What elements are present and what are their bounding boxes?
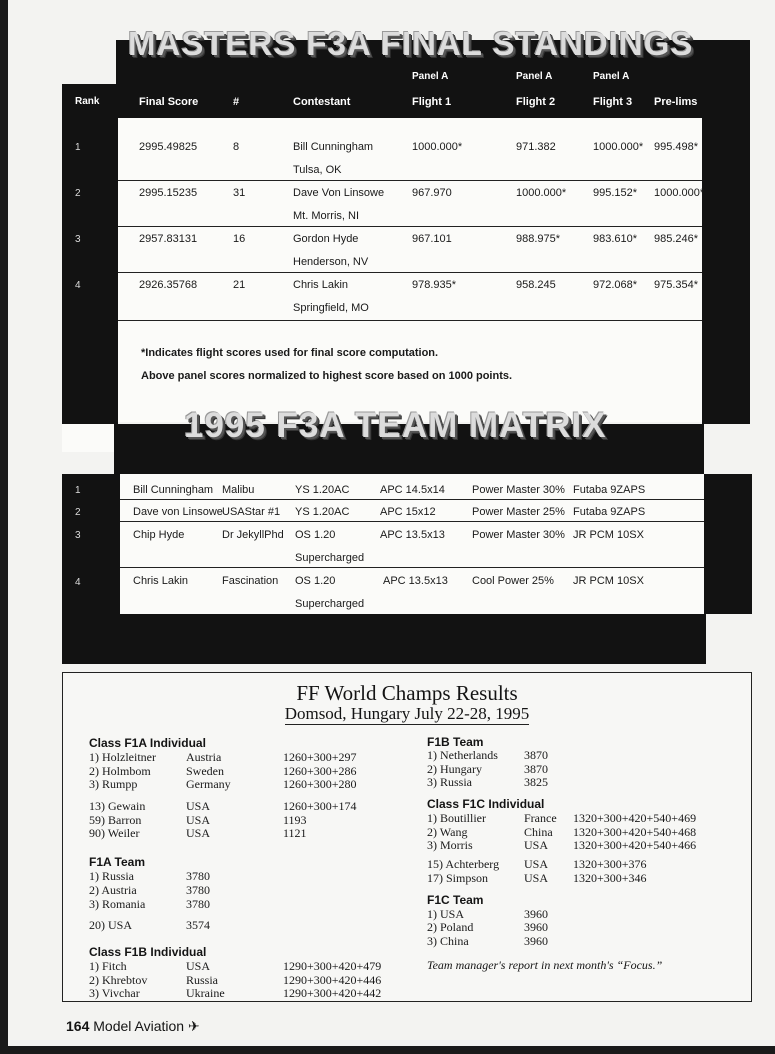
row-final-score: 2995.15235 xyxy=(139,187,198,199)
result-country: USA xyxy=(186,813,211,827)
airplane-icon: ✈ xyxy=(187,1018,200,1034)
row-flight-1: 967.101 xyxy=(412,233,452,245)
ff-title: FF World Champs Results xyxy=(296,681,518,705)
row-number: 8 xyxy=(233,141,240,153)
row-flight-2: 988.975* xyxy=(516,233,561,245)
matrix-prop: APC 13.5x13 xyxy=(380,529,445,541)
row-flight-1: 1000.000* xyxy=(412,141,463,153)
gap-block xyxy=(62,424,114,452)
result-score: 1290+300+420+442 xyxy=(283,986,382,1000)
result-name: 2) Hungary xyxy=(427,762,482,776)
matrix-pilot: Chris Lakin xyxy=(133,575,189,587)
row-flight-3: 1000.000* xyxy=(593,141,644,153)
result-name: 2) Wang xyxy=(427,825,468,839)
matrix-plane: USAStar #1 xyxy=(222,506,281,518)
result-score: 1320+300+376 xyxy=(573,857,647,871)
matrix-pilot: Dave von Linsowe xyxy=(133,506,223,518)
matrix-radio: Futaba 9ZAPS xyxy=(573,506,646,518)
result-country: Sweden xyxy=(186,764,224,778)
result-score: 1290+300+420+479 xyxy=(283,959,382,973)
matrix-engine: OS 1.20 xyxy=(295,529,336,541)
matrix-fuel: Power Master 25% xyxy=(472,506,565,518)
result-country: USA xyxy=(186,826,211,840)
header-flight-2: Flight 2 xyxy=(516,96,556,108)
header-pre-lims: Pre-lims xyxy=(654,96,698,108)
result-country: USA xyxy=(524,838,549,852)
result-name: 20) USA xyxy=(89,918,133,932)
result-name: 13) Gewain xyxy=(89,799,146,813)
f1a-individual-heading: Class F1A Individual xyxy=(89,736,206,750)
matrix-radio: JR PCM 10SX xyxy=(573,575,644,587)
row-flight-2: 1000.000* xyxy=(516,187,567,199)
ff-subtitle-text: Domsod, Hungary July 22-28, 1995 xyxy=(284,704,530,723)
result-country: Austria xyxy=(186,750,222,764)
result-score: 1260+300+286 xyxy=(283,764,357,778)
result-name: 2) Poland xyxy=(427,920,474,934)
row-number: 21 xyxy=(233,279,246,291)
matrix-fuel: Power Master 30% xyxy=(472,484,565,496)
row-divider xyxy=(120,567,704,568)
row-flight-2: 971.382 xyxy=(516,141,556,153)
row-pre-lims: 1000.000* xyxy=(654,187,705,199)
result-name: 1) USA xyxy=(427,907,465,921)
row-divider xyxy=(118,272,702,273)
row-number: 31 xyxy=(233,187,246,199)
result-score: 3780 xyxy=(186,897,210,911)
header-final-score: Final Score xyxy=(139,96,199,108)
row-divider xyxy=(118,320,702,321)
row-rank: 4 xyxy=(75,280,81,291)
matrix-prop: APC 15x12 xyxy=(380,506,436,518)
result-score: 3870 xyxy=(524,762,548,776)
matrix-engine-note: Supercharged xyxy=(295,552,365,564)
row-divider xyxy=(120,499,704,500)
matrix-engine: YS 1.20AC xyxy=(295,506,350,518)
ff-subtitle xyxy=(64,704,750,724)
row-flight-1: 978.935* xyxy=(412,279,457,291)
row-divider xyxy=(118,226,702,227)
result-score: 1320+300+346 xyxy=(573,871,647,885)
row-pre-lims: 985.246* xyxy=(654,233,699,245)
matrix-fuel: Cool Power 25% xyxy=(472,575,554,587)
bottom-edge xyxy=(0,1046,775,1054)
row-flight-3: 983.610* xyxy=(593,233,638,245)
result-score: 3960 xyxy=(524,907,548,921)
result-name: 15) Achterberg xyxy=(427,857,500,871)
result-name: 1) Russia xyxy=(89,869,134,883)
matrix-rank: 4 xyxy=(75,577,81,588)
row-contestant: Dave Von Linsowe xyxy=(293,187,385,199)
row-final-score: 2957.83131 xyxy=(139,233,198,245)
row-flight-3: 972.068* xyxy=(593,279,638,291)
result-score: 3960 xyxy=(524,934,548,948)
result-country: USA xyxy=(524,857,549,871)
result-country: Russia xyxy=(186,973,219,987)
result-score: 1121 xyxy=(283,826,307,840)
row-rank: 2 xyxy=(75,188,81,199)
result-score: 3870 xyxy=(524,748,548,762)
matrix-radio: Futaba 9ZAPS xyxy=(573,484,646,496)
result-score: 3780 xyxy=(186,869,210,883)
panel-label-1: Panel A xyxy=(412,71,449,82)
result-score: 3780 xyxy=(186,883,210,897)
panel-label-3: Panel A xyxy=(593,71,630,82)
matrix-rank: 3 xyxy=(75,530,81,541)
row-contestant: Gordon Hyde xyxy=(293,233,359,245)
result-name: 1) Boutillier xyxy=(427,811,486,825)
row-location: Tulsa, OK xyxy=(293,164,342,176)
magazine-name: Model Aviation xyxy=(93,1018,185,1034)
matrix-prop: APC 13.5x13 xyxy=(383,575,448,587)
row-location: Mt. Morris, NI xyxy=(293,210,359,222)
result-name: 1) Holzleitner xyxy=(89,750,156,764)
result-score: 3574 xyxy=(186,918,210,932)
matrix-title: 1995 F3A TEAM MATRIX xyxy=(184,406,607,445)
row-number: 16 xyxy=(233,233,246,245)
row-location: Springfield, MO xyxy=(293,302,369,314)
left-edge xyxy=(0,0,8,1054)
header-rank: Rank xyxy=(75,96,100,107)
result-country: China xyxy=(524,825,553,839)
result-country: USA xyxy=(186,799,211,813)
result-name: 1) Netherlands xyxy=(427,748,498,762)
result-name: 3) Russia xyxy=(427,775,472,789)
f1c-team-heading: F1C Team xyxy=(427,893,484,907)
result-name: 2) Khrebtov xyxy=(89,973,148,987)
standings-title: MASTERS F3A FINAL STANDINGS xyxy=(128,25,694,62)
row-divider xyxy=(120,521,704,522)
standings-note-normalized: Above panel scores normalized to highest score based on 1000 points. xyxy=(141,370,513,382)
result-country: USA xyxy=(186,959,211,973)
header-flight-3: Flight 3 xyxy=(593,96,633,108)
f1b-team-heading: F1B Team xyxy=(427,735,484,749)
page-footer xyxy=(66,1018,200,1035)
row-contestant: Bill Cunningham xyxy=(293,141,374,153)
result-score: 1193 xyxy=(283,813,307,827)
matrix-right-band xyxy=(704,474,752,614)
result-score: 3825 xyxy=(524,775,548,789)
header-flight-1: Flight 1 xyxy=(412,96,452,108)
row-final-score: 2926.35768 xyxy=(139,279,198,291)
row-location: Henderson, NV xyxy=(293,256,369,268)
result-score: 1260+300+280 xyxy=(283,777,357,791)
ff-report-note: Team manager's report in next month's “Focus.” xyxy=(427,958,663,972)
result-country: Germany xyxy=(186,777,231,791)
matrix-plane: Dr JekyllPhd xyxy=(222,529,284,541)
row-rank: 1 xyxy=(75,142,81,153)
matrix-rank: 1 xyxy=(75,485,81,496)
row-final-score: 2995.49825 xyxy=(139,141,198,153)
result-name: 3) Vivchar xyxy=(89,986,140,1000)
matrix-engine: YS 1.20AC xyxy=(295,484,350,496)
matrix-bottom-band xyxy=(62,614,706,664)
standings-right-band xyxy=(702,84,750,424)
result-name: 1) Fitch xyxy=(89,959,127,973)
matrix-plane: Fascination xyxy=(222,575,279,587)
result-country: Ukraine xyxy=(186,986,225,1000)
row-flight-2: 958.245 xyxy=(516,279,556,291)
f1a-team-heading: F1A Team xyxy=(89,855,146,869)
result-score: 1260+300+174 xyxy=(283,799,357,813)
matrix-plane: Malibu xyxy=(222,484,255,496)
panel-label-2: Panel A xyxy=(516,71,553,82)
result-name: 2) Austria xyxy=(89,883,137,897)
result-score: 1290+300+420+446 xyxy=(283,973,382,987)
standings-note-asterisk: *Indicates flight scores used for final score computation. xyxy=(141,347,439,359)
standings-rank-column xyxy=(62,118,118,424)
matrix-engine-note: Supercharged xyxy=(295,598,365,610)
header-contestant: Contestant xyxy=(293,96,351,108)
result-name: 3) Romania xyxy=(89,897,146,911)
matrix-pilot: Bill Cunningham xyxy=(133,484,214,496)
result-score: 1320+300+420+540+468 xyxy=(573,825,697,839)
row-contestant: Chris Lakin xyxy=(293,279,349,291)
matrix-fuel: Power Master 30% xyxy=(472,529,565,541)
f1c-individual-heading: Class F1C Individual xyxy=(427,797,545,811)
result-score: 1320+300+420+540+469 xyxy=(573,811,697,825)
row-pre-lims: 975.354* xyxy=(654,279,699,291)
row-flight-3: 995.152* xyxy=(593,187,638,199)
matrix-prop: APC 14.5x14 xyxy=(380,484,445,496)
result-score: 1260+300+297 xyxy=(283,750,357,764)
result-country: France xyxy=(524,811,557,825)
page-number: 164 xyxy=(66,1018,90,1034)
row-pre-lims: 995.498* xyxy=(654,141,699,153)
result-country: USA xyxy=(524,871,549,885)
matrix-pilot: Chip Hyde xyxy=(133,529,185,541)
header-number: # xyxy=(233,96,240,108)
result-name: 2) Holmbom xyxy=(89,764,151,778)
f1b-individual-heading: Class F1B Individual xyxy=(89,945,207,959)
result-name: 17) Simpson xyxy=(427,871,489,885)
row-divider xyxy=(118,180,702,181)
result-name: 59) Barron xyxy=(89,813,142,827)
result-score: 3960 xyxy=(524,920,548,934)
result-name: 90) Weiler xyxy=(89,826,140,840)
row-rank: 3 xyxy=(75,234,81,245)
result-name: 3) Rumpp xyxy=(89,777,138,791)
result-score: 1320+300+420+540+466 xyxy=(573,838,697,852)
matrix-rank: 2 xyxy=(75,507,81,518)
row-flight-1: 967.970 xyxy=(412,187,452,199)
result-name: 3) China xyxy=(427,934,469,948)
result-name: 3) Morris xyxy=(427,838,473,852)
matrix-rank-column xyxy=(62,474,120,614)
matrix-engine: OS 1.20 xyxy=(295,575,336,587)
matrix-radio: JR PCM 10SX xyxy=(573,529,644,541)
